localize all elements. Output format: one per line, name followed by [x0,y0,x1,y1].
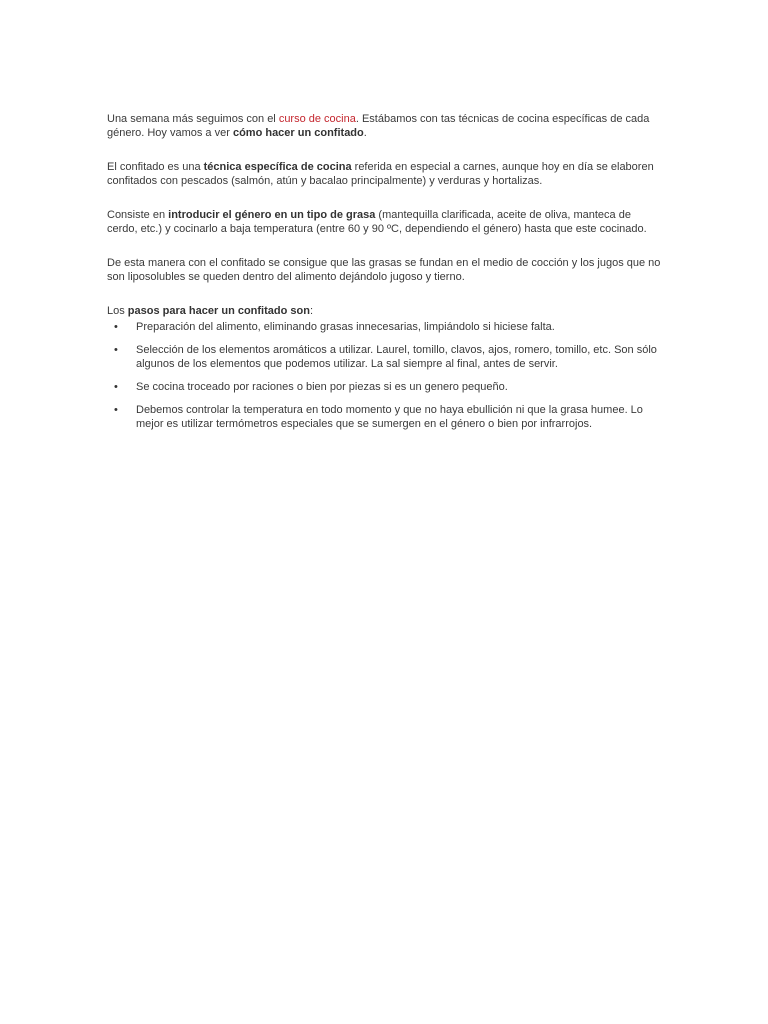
curso-de-cocina-link[interactable]: curso de cocina [278,113,356,125]
list-item [107,403,663,431]
definition-text-1: El confitado es una [107,161,204,173]
method-paragraph [107,208,663,236]
result-text: De esta manera con el confitado se consigue que las grasas se fundan en el medio de cocción y los jugos que no son liposolubles se queden dentro del alimento dejándolo jugoso y tierno. [107,257,661,283]
list-item-text: Preparación del alimento, eliminando grasas innecesarias, limpiándolo si hiciese falta. [136,321,555,333]
steps-intro-paragraph [107,304,663,318]
steps-intro-text-2: : [309,305,314,317]
article-body [107,112,663,440]
method-highlight: introducir el género en un tipo de grasa [168,209,376,221]
list-item [107,343,663,371]
list-item [107,380,663,394]
result-paragraph [107,256,663,284]
bullet-icon: • [114,404,118,416]
intro-paragraph [107,112,663,140]
intro-text-2: . Estábamos con tas técnicas de cocina específicas de cada género. Hoy vamos a ver [107,113,650,139]
steps-intro-text-1: Los [107,305,128,317]
steps-intro-highlight: pasos para hacer un confitado son [127,305,310,317]
bullet-icon: • [114,344,118,356]
steps-list [107,320,663,431]
list-item-text: Selección de los elementos aromáticos a utilizar. Laurel, tomillo, clavos, ajos, romero, tomillo, etc. Son sólo algunos de los elementos que podemos utilizar. La sal siempre al final, antes de servir. [136,344,657,370]
list-item-text: Debemos controlar la temperatura en todo momento y que no haya ebullición ni que la grasa humee. Lo mejor es utilizar termómetros especiales que se sumergen en el género o bien por infrarrojos. [136,404,643,430]
definition-paragraph [107,160,663,188]
method-text-2: (mantequilla clarificada, aceite de oliva, manteca de cerdo, etc.) y cocinarlo a baja temperatura (entre 60 y 90 ºC, dependiendo el género) hasta que este cocinado. [107,209,647,235]
definition-highlight: técnica específica de cocina [203,161,352,173]
intro-highlight: cómo hacer un confitado [232,127,364,139]
intro-text-3: . [363,127,367,139]
intro-text-1: Una semana más seguimos con el [107,113,279,125]
definition-text-2: referida en especial a carnes, aunque hoy en día se elaboren confitados con pescados (salmón, atún y bacalao principalmente) y verduras y hortalizas. [107,161,654,187]
list-item-text: Se cocina troceado por raciones o bien por piezas si es un genero pequeño. [136,381,508,393]
method-text-1: Consiste en [107,209,169,221]
list-item [107,320,663,334]
bullet-icon: • [114,381,118,393]
bullet-icon: • [114,321,118,333]
